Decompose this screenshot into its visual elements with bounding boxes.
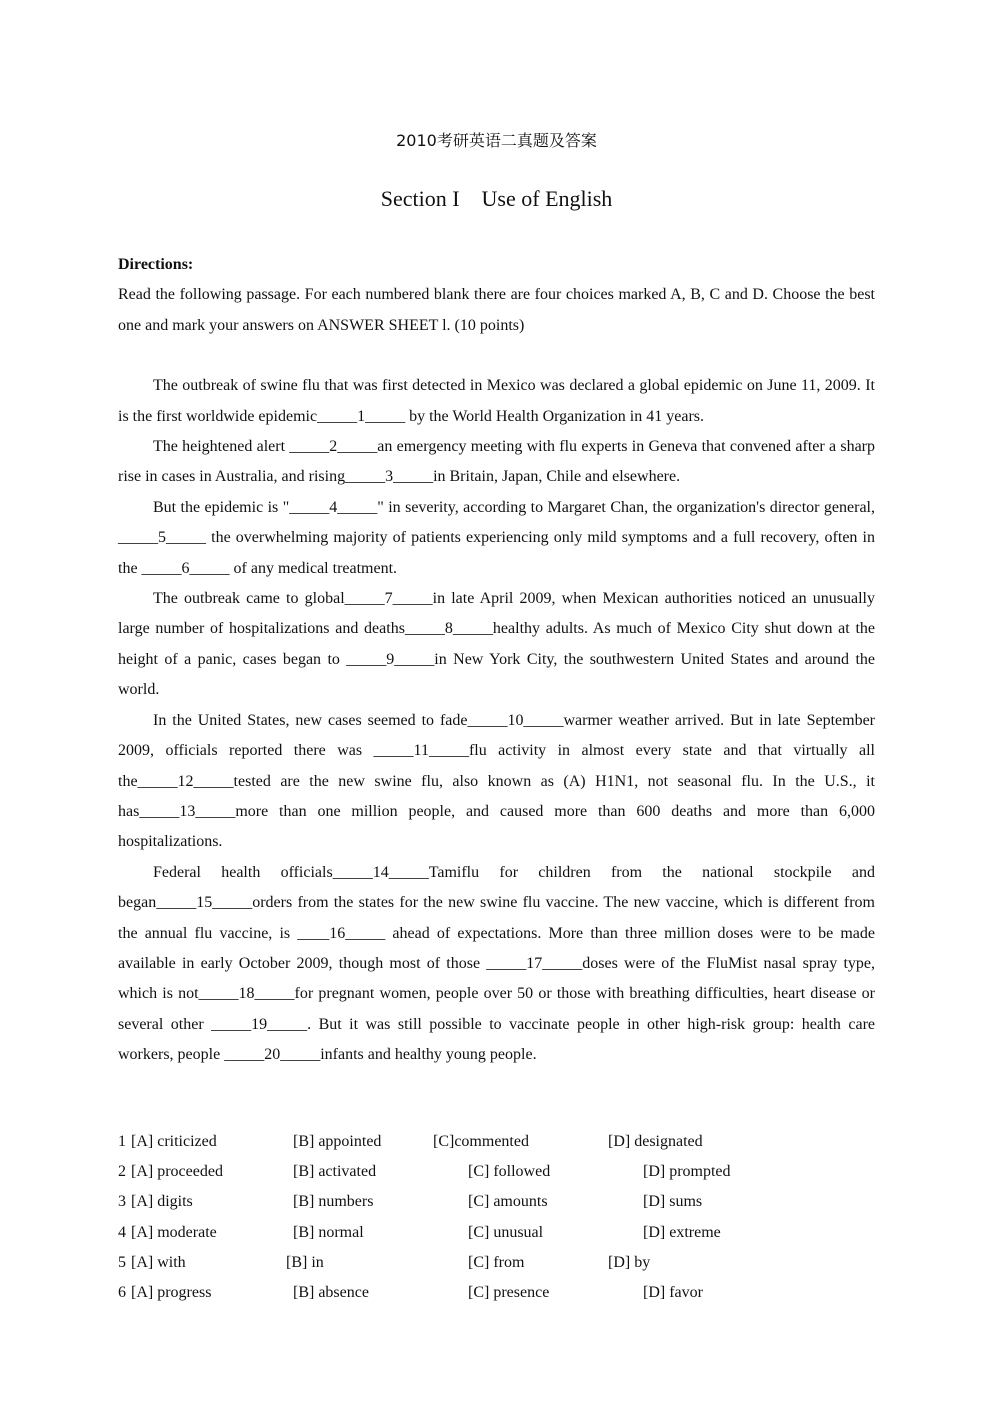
directions-label: Directions: [118, 256, 194, 273]
passage-paragraph: But the epidemic is "_____4_____" in severity, according to Margaret Chan, the organization's director general, _____5_____ the overwhelming majority of patients experiencing only mild symptoms and a full recovery, often in the _____6_____ of any medical treatment. [118, 498, 875, 577]
option-c: [C]commented [433, 1133, 529, 1150]
option-b: [B] activated [293, 1163, 377, 1181]
option-d: [D] designated [608, 1133, 703, 1150]
passage-paragraph: Federal health officials_____14_____Tamiflu for children from the national stockpile and began_____15_____orders from the states for the new swine flu vaccine. The new vaccine, which is different from the annual flu vaccine, is ____16_____ ahead of expectations. More than three million doses were to be made available in early October 2009, though most of those _____17_____doses were of the FluMist nasal spray type, which is not_____18_____for pregnant women, people over 50 or those with breathing difficulties, heart disease or several other _____19_____. But it was still possible to vaccinate people in other high-risk group: health care workers, people _____20_____infants and healthy young people. [118, 863, 875, 1064]
question-number: 4 [118, 1223, 126, 1241]
option-c: [C] unusual [468, 1223, 544, 1241]
option-a: [A] with [131, 1253, 186, 1271]
option-c: [C] presence [468, 1283, 550, 1301]
option-d: [D] favor [643, 1283, 703, 1301]
directions-text: Read the following passage. For each numbered blank there are four choices marked A, B, C and D. Choose the best one and mark your answers on ANSWER SHEET l. (10 points) [118, 286, 875, 334]
passage-paragraph: The heightened alert _____2_____an emergency meeting with flu experts in Geneva that convened after a sharp rise in cases in Australia, and rising_____3_____in Britain, Japan, Chile and elsewhere. [118, 438, 875, 486]
question-number: 6 [118, 1283, 126, 1301]
option-b: [B] in [286, 1253, 324, 1271]
option-c: [C] amounts [468, 1193, 548, 1211]
passage-paragraph: The outbreak of swine flu that was first detected in Mexico was declared a global epidemic on June 11, 2009. It is the first worldwide epidemic_____1_____ by the World Health Organization in 41 years. [118, 377, 875, 425]
question-number: 1 [118, 1133, 126, 1150]
section-number: Section I [380, 186, 460, 211]
question-number: 3 [118, 1193, 126, 1211]
option-d: [D] by [608, 1253, 651, 1271]
option-c: [C] from [468, 1253, 525, 1271]
option-a: [A] criticized [131, 1133, 217, 1150]
document-body [118, 250, 875, 1071]
option-a: [A] digits [131, 1193, 193, 1211]
option-b: [B] normal [293, 1223, 364, 1241]
question-number: 5 [118, 1253, 126, 1271]
option-a: [A] proceeded [131, 1163, 223, 1181]
cloze-passage [118, 371, 875, 1070]
document-title: 2010考研英语二真题及答案 [396, 131, 597, 150]
section-heading [0, 186, 993, 212]
option-d: [D] prompted [643, 1163, 731, 1181]
passage-paragraph: In the United States, new cases seemed to fade_____10_____warmer weather arrived. But in late September 2009, officials reported there was _____11_____flu activity in almost every state and that virtually all the_____12_____tested are the new swine flu, also known as (A) H1N1, not seasonal flu. In the U.S., it has_____13_____more than one million people, and caused more than 600 deaths and more than 6,000 hospitalizations. [118, 711, 875, 851]
passage-paragraph: The outbreak came to global_____7_____in late April 2009, when Mexican authorities noticed an unusually large number of hospitalizations and deaths_____8_____healthy adults. As much of Mexico City shut down at the height of a panic, cases began to _____9_____in New York City, the southwestern United States and around the world. [118, 590, 875, 699]
option-c: [C] followed [468, 1163, 551, 1181]
option-a: [A] moderate [131, 1223, 217, 1241]
option-b: [B] appointed [293, 1133, 382, 1150]
option-d: [D] sums [643, 1193, 703, 1211]
option-d: [D] extreme [643, 1223, 721, 1241]
option-b: [B] absence [293, 1283, 369, 1301]
option-b: [B] numbers [293, 1193, 374, 1211]
option-a: [A] progress [131, 1283, 212, 1301]
section-name: Use of English [481, 186, 613, 211]
question-number: 2 [118, 1163, 126, 1181]
